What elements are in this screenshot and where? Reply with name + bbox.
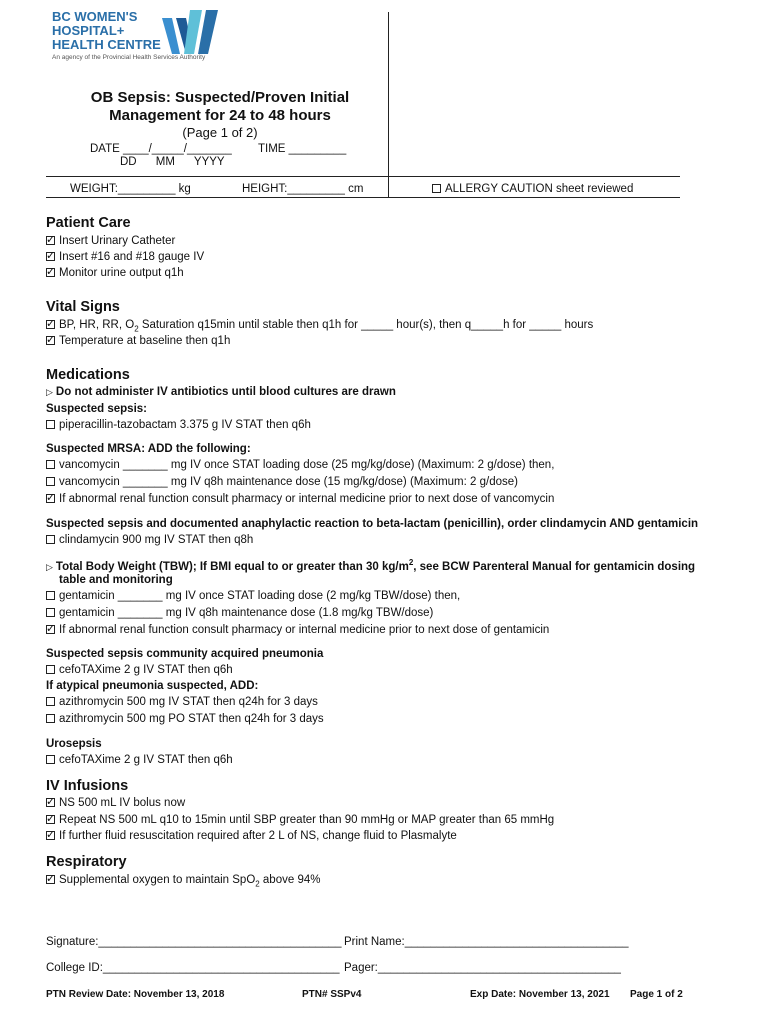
checkbox[interactable] — [46, 815, 55, 824]
note-text: Total Body Weight (TBW); If BMI equal to or greater than 30 kg/m — [55, 560, 409, 573]
checkbox[interactable] — [46, 714, 55, 723]
triangle-bullet-icon: ▷ — [46, 562, 53, 573]
item-label: clindamycin 900 mg IV STAT then q8h — [59, 534, 254, 546]
logo-line-2: HOSPITAL+ — [52, 23, 125, 38]
item-label: Supplemental oxygen to maintain SpO — [59, 874, 256, 886]
item-label: azithromycin 500 mg PO STAT then q24h for 3 days — [59, 713, 324, 725]
tbw-note-line-2: table and monitoring — [59, 574, 173, 586]
item-label: Repeat NS 500 mL q10 to 15min until SBP greater than 90 mmHg or MAP greater than 65 mmHg — [59, 814, 555, 826]
print-name-field[interactable]: Print Name:___________________________________ — [344, 936, 629, 948]
iv-infusions-heading: IV Infusions — [46, 778, 129, 794]
signature-field[interactable]: Signature:______________________________________ — [46, 936, 342, 948]
checkbox[interactable] — [46, 320, 55, 329]
note-text-cont: , see BCW Parenteral Manual for gentamicin dosing — [413, 560, 696, 573]
item-label: If abnormal renal function consult pharmacy or internal medicine prior to next dose of gentamicin — [59, 624, 550, 636]
checkbox[interactable] — [46, 252, 55, 261]
form-title-line-2: Management for 24 to 48 hours — [109, 107, 331, 124]
respiratory-item[interactable] — [46, 874, 320, 888]
item-label: BP, HR, RR, O — [59, 319, 135, 331]
item-label: gentamicin _______ mg IV q8h maintenance dose (1.8 mg/kg TBW/dose) — [59, 607, 434, 619]
header-vertical-divider — [388, 12, 389, 198]
item-label: gentamicin _______ mg IV once STAT loading dose (2 mg/kg TBW/dose) then, — [59, 590, 461, 602]
item-label: Temperature at baseline then q1h — [59, 335, 231, 347]
item-label: cefoTAXime 2 g IV STAT then q6h — [59, 664, 233, 676]
urosepsis-label: Urosepsis — [46, 738, 102, 750]
height-field[interactable]: HEIGHT:_________ cm — [242, 183, 364, 195]
item-label: If abnormal renal function consult pharmacy or internal medicine prior to next dose of vancomycin — [59, 493, 555, 505]
med-item[interactable] — [46, 419, 311, 431]
med-item[interactable] — [46, 590, 460, 602]
date-field[interactable]: DATE ____/_____/_______ — [90, 143, 232, 155]
allergy-checkbox[interactable] — [432, 184, 441, 193]
checkbox[interactable] — [46, 625, 55, 634]
item-label: Insert Urinary Catheter — [59, 235, 176, 247]
college-id-field[interactable]: College ID:_____________________________________ — [46, 962, 340, 974]
item-label: NS 500 mL IV bolus now — [59, 797, 186, 809]
item-label-cont: Saturation q15min until stable then q1h for _____ hour(s), then q_____h for _____ hours — [138, 319, 594, 331]
checkbox[interactable] — [46, 494, 55, 503]
respiratory-heading: Respiratory — [46, 854, 127, 870]
header-rule-top — [46, 176, 680, 177]
checkbox[interactable] — [46, 831, 55, 840]
med-item[interactable] — [46, 664, 233, 676]
logo-line-1: BC WOMEN'S — [52, 9, 138, 24]
iv-item[interactable] — [46, 830, 457, 842]
hospital-logo — [52, 10, 272, 70]
note-text: Do not administer IV antibiotics until blood cultures are drawn — [55, 386, 396, 398]
med-item[interactable] — [46, 696, 318, 708]
med-item[interactable] — [46, 624, 549, 636]
checkbox[interactable] — [46, 798, 55, 807]
allergy-check[interactable] — [432, 183, 633, 195]
checkbox[interactable] — [46, 591, 55, 600]
footer-ptn: PTN# SSPv4 — [302, 989, 362, 1000]
pneumonia-label: Suspected sepsis community acquired pneumonia — [46, 648, 324, 660]
checkbox[interactable] — [46, 665, 55, 674]
vital-signs-item[interactable] — [46, 335, 230, 347]
suspected-sepsis-label: Suspected sepsis: — [46, 403, 147, 415]
medications-heading: Medications — [46, 367, 130, 383]
item-label: azithromycin 500 mg IV STAT then q24h for 3 days — [59, 696, 318, 708]
subscript: 2 — [255, 879, 260, 889]
checkbox[interactable] — [46, 535, 55, 544]
med-item[interactable] — [46, 534, 253, 546]
med-item[interactable] — [46, 713, 324, 725]
med-item[interactable] — [46, 476, 518, 488]
antibiotics-note — [46, 386, 396, 398]
item-label: piperacillin-tazobactam 3.375 g IV STAT then q6h — [59, 419, 311, 431]
time-field[interactable]: TIME _________ — [258, 143, 347, 155]
superscript: 2 — [408, 558, 414, 567]
patient-care-item[interactable] — [46, 267, 184, 279]
form-title-line-1: OB Sepsis: Suspected/Proven Initial — [90, 89, 350, 106]
triangle-bullet-icon: ▷ — [46, 388, 53, 398]
atypical-pneumonia-label: If atypical pneumonia suspected, ADD: — [46, 680, 259, 692]
checkbox[interactable] — [46, 268, 55, 277]
header-rule-bottom — [46, 197, 680, 198]
checkbox[interactable] — [46, 236, 55, 245]
footer-page: Page 1 of 2 — [630, 989, 683, 1000]
form-page-indicator: (Page 1 of 2) — [182, 125, 258, 140]
footer-exp-date: Exp Date: November 13, 2021 — [470, 989, 610, 1000]
iv-item[interactable] — [46, 797, 185, 809]
med-item[interactable] — [46, 493, 554, 505]
w-logo-icon — [162, 10, 222, 54]
checkbox[interactable] — [46, 755, 55, 764]
med-item[interactable] — [46, 459, 554, 471]
logo-line-3: HEALTH CENTRE — [52, 37, 161, 52]
vital-signs-heading: Vital Signs — [46, 299, 120, 315]
checkbox[interactable] — [46, 608, 55, 617]
mrsa-label: Suspected MRSA: ADD the following: — [46, 443, 251, 455]
checkbox[interactable] — [46, 875, 55, 884]
item-label: cefoTAXime 2 g IV STAT then q6h — [59, 754, 233, 766]
tbw-note — [46, 558, 695, 573]
vital-signs-item[interactable] — [46, 319, 593, 333]
pager-field[interactable]: Pager:______________________________________ — [344, 962, 621, 974]
checkbox[interactable] — [46, 460, 55, 469]
checkbox[interactable] — [46, 336, 55, 345]
iv-item[interactable] — [46, 814, 554, 826]
item-label: vancomycin _______ mg IV once STAT loading dose (25 mg/kg/dose) (Maximum: 2 g/dose) then, — [59, 459, 555, 471]
logo-tagline: An agency of the Provincial Health Services Authority — [52, 54, 206, 61]
checkbox[interactable] — [46, 477, 55, 486]
footer-review-date: PTN Review Date: November 13, 2018 — [46, 989, 225, 1000]
subscript: 2 — [134, 324, 139, 334]
anaphylactic-label: Suspected sepsis and documented anaphylactic reaction to beta-lactam (penicillin), order clindamycin AND gentamicin — [46, 518, 699, 530]
checkbox[interactable] — [46, 697, 55, 706]
item-label: If further fluid resuscitation required after 2 L of NS, change fluid to Plasmalyte — [59, 830, 457, 842]
patient-care-item[interactable] — [46, 235, 175, 247]
item-label-cont: above 94% — [259, 874, 321, 886]
med-item[interactable] — [46, 754, 233, 766]
date-format-hint: DD MM YYYY — [120, 156, 225, 168]
item-label: vancomycin _______ mg IV q8h maintenance dose (15 mg/kg/dose) (Maximum: 2 g/dose) — [59, 476, 518, 488]
weight-field[interactable]: WEIGHT:_________ kg — [70, 183, 191, 195]
med-item[interactable] — [46, 607, 433, 619]
item-label: Insert #16 and #18 gauge IV — [59, 251, 205, 263]
allergy-label: ALLERGY CAUTION sheet reviewed — [445, 183, 634, 195]
checkbox[interactable] — [46, 420, 55, 429]
patient-care-item[interactable] — [46, 251, 204, 263]
item-label: Monitor urine output q1h — [59, 267, 184, 279]
patient-care-heading: Patient Care — [46, 215, 131, 231]
